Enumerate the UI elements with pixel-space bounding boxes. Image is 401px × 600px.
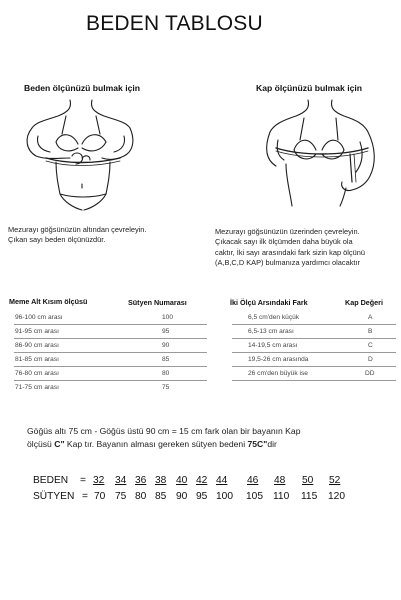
cup-table-divider — [232, 352, 396, 353]
size-table-number: 100 — [162, 314, 174, 321]
size-table-header-measure: Meme Alt Kısım ölçüsü — [9, 297, 88, 306]
left-description-line: Mezurayı göğsünüzün altından çevreleyin. — [8, 225, 147, 234]
left-description — [8, 225, 208, 246]
cup-table-cup: A — [368, 314, 373, 321]
size-table-range: 71-75 cm arası — [15, 384, 59, 391]
left-description-line: Çıkan sayı beden ölçünüzdür. — [8, 235, 106, 245]
cup-table-difference: 6,5 cm'den küçük — [248, 314, 300, 321]
beden-value: 32 — [93, 475, 105, 486]
right-description-line: caktır, İki sayı arasındaki fark sizin kap ölçünü — [215, 247, 365, 257]
beden-value: 44 — [216, 475, 228, 486]
example-paragraph — [27, 425, 397, 452]
size-table-divider — [14, 338, 207, 339]
cup-table-divider — [232, 380, 396, 381]
beden-value: 40 — [176, 475, 188, 486]
beden-value: 34 — [115, 475, 127, 486]
beden-equals: = — [80, 475, 86, 486]
sutyen-value: 105 — [246, 491, 263, 502]
beden-value: 52 — [329, 475, 341, 486]
cup-table-divider — [232, 366, 396, 367]
size-table-number: 85 — [162, 356, 170, 363]
size-table-number: 90 — [162, 342, 170, 349]
cup-table-difference: 19,5-26 cm arasında — [248, 356, 309, 363]
size-table-range: 76-80 cm arası — [15, 370, 59, 377]
size-table-header-number: Sütyen Numarası — [128, 298, 187, 307]
sutyen-value: 95 — [196, 491, 208, 502]
example-line: Göğüs altı 75 cm - Göğüs üstü 90 cm = 15 cm fark olan bir bayanın Kap — [27, 426, 301, 436]
cup-table-cup: DD — [365, 370, 375, 377]
cup-table-difference: 26 cm'den büyük ise — [248, 370, 308, 377]
right-description — [215, 227, 401, 269]
beden-value: 48 — [274, 475, 286, 486]
size-table-divider — [14, 324, 207, 325]
right-section-heading: Kap ölçünüzü bulmak için — [256, 83, 362, 93]
cup-table-header-cup: Kap Değeri — [345, 298, 383, 307]
size-table-number: 80 — [162, 370, 170, 377]
example-text: ölçüsü — [27, 439, 55, 450]
example-size-value: 75C" — [247, 439, 268, 450]
sutyen-value: 90 — [176, 491, 188, 502]
underbust-measurement-illustration — [16, 98, 144, 212]
right-description-line: (A,B,C,D KAP) bulmanıza yardımcı olacaktır — [215, 258, 360, 268]
cup-table-cup: C — [368, 342, 373, 349]
sutyen-value: 100 — [216, 491, 233, 502]
size-table-range: 86-90 cm arası — [15, 342, 59, 349]
example-text: dir — [267, 439, 277, 450]
right-description-line: Mezurayı göğsünüzün üzerinden çevreleyin. — [215, 227, 360, 236]
sutyen-value: 80 — [135, 491, 147, 502]
cup-table-difference: 14-19,5 cm arası — [248, 342, 298, 349]
cup-table-difference: 6,5-13 cm arası — [248, 328, 294, 335]
sutyen-label: SÜTYEN — [33, 491, 75, 502]
sutyen-value: 75 — [115, 491, 127, 502]
sutyen-value: 120 — [328, 491, 345, 502]
bust-measurement-illustration — [252, 98, 384, 208]
beden-value: 38 — [155, 475, 167, 486]
beden-value: 50 — [302, 475, 314, 486]
example-cup-value: C" — [54, 439, 65, 450]
size-table-divider — [14, 380, 207, 381]
sutyen-value: 110 — [273, 491, 290, 502]
cup-table-divider — [232, 324, 396, 325]
example-text: Kap tır. Bayanın alması gereken sütyen bedeni — [64, 439, 248, 450]
beden-value: 36 — [135, 475, 147, 486]
size-table-range: 96-100 cm arası — [15, 314, 63, 321]
right-description-line: Çıkacak sayı ilk ölçümden daha büyük ola — [215, 237, 353, 247]
sutyen-value: 115 — [301, 491, 318, 502]
cup-table-cup: B — [368, 328, 373, 335]
beden-value: 42 — [196, 475, 208, 486]
size-table-range: 91-95 cm arası — [15, 328, 59, 335]
beden-value: 46 — [247, 475, 259, 486]
sutyen-equals: = — [82, 491, 88, 502]
size-table-number: 75 — [162, 384, 170, 391]
left-section-heading: Beden ölçünüzü bulmak için — [24, 83, 141, 93]
size-table-divider — [14, 352, 207, 353]
cup-table-cup: D — [368, 356, 373, 363]
example-line — [27, 438, 397, 451]
sutyen-value: 85 — [155, 491, 167, 502]
sutyen-value: 70 — [94, 491, 106, 502]
beden-label: BEDEN — [33, 475, 69, 486]
size-table-divider — [14, 366, 207, 367]
size-table-number: 95 — [162, 328, 170, 335]
cup-table-header-difference: İki Ölçü Arsındaki Fark — [230, 298, 308, 307]
size-table-range: 81-85 cm arası — [15, 356, 59, 363]
cup-table-divider — [232, 338, 396, 339]
page-title: BEDEN TABLOSU — [86, 12, 263, 35]
